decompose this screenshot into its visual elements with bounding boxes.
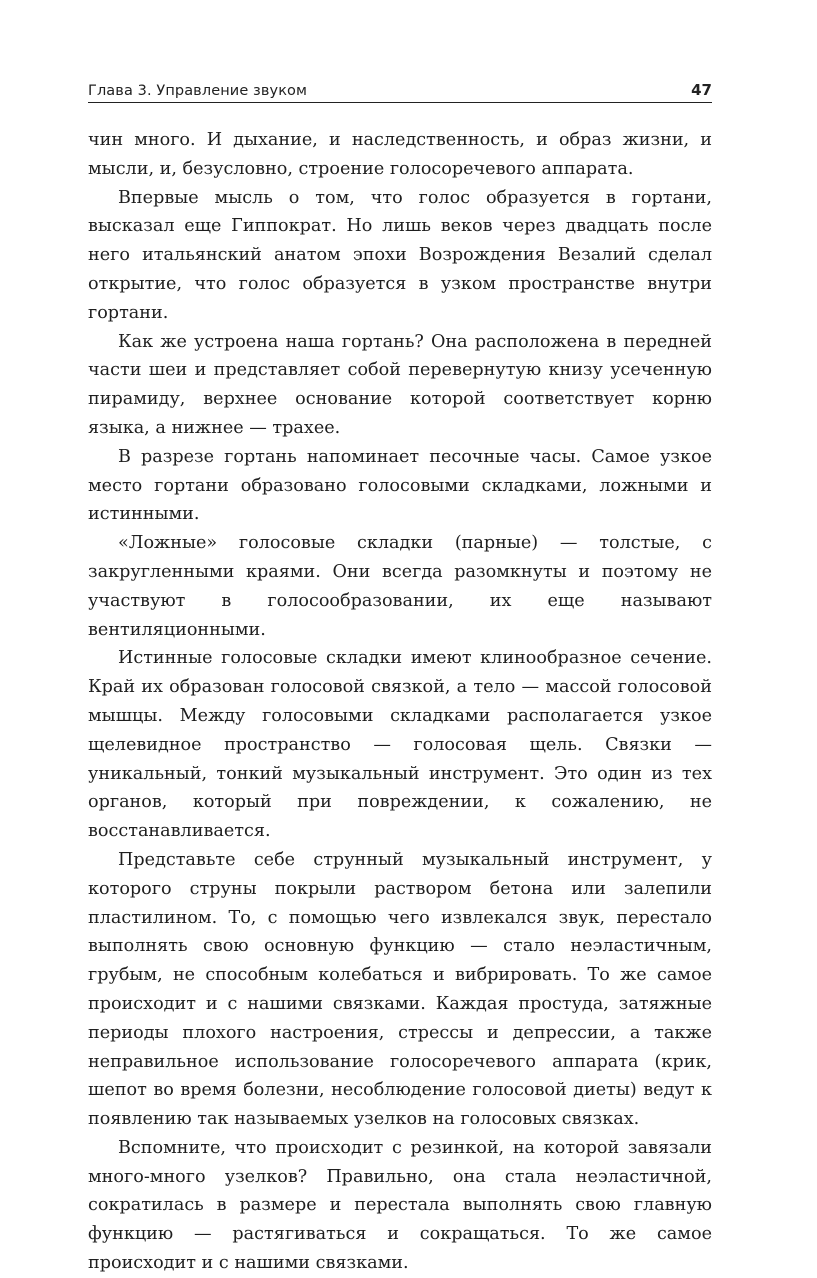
paragraph: Представьте себе струнный музыкальный инструмент, у которого струны покрыли раствором бетона или залепили пластилином. То, с помощью чего извлекался звук, перестало выполнять свою основную функцию — стало неэластичным, грубым, не способным колебаться и вибрировать. То же самое происходит и с нашими связками. Каждая простуда, затяжные периоды плохого настроения, стрессы и депрессии, а также неправильное использование голосоречевого аппарата (крик, шепот во время болезни, несоблюдение голосовой диеты) ведут к появлению так называемых узелков на голосовых связках.: [88, 849, 712, 1130]
body-text: [88, 126, 712, 1278]
paragraph: Истинные голосовые складки имеют клинообразное сечение. Край их образован голосовой связкой, а тело — массой голосовой мышцы. Между голосовыми складками располагается узкое щелевидное пространство — голосовая щель. Связки — уникальный, тонкий музыкальный инструмент. Это один из тех органов, который при повреждении, к сожалению, не восстанавливается.: [88, 648, 712, 842]
paragraph: Вспомните, что происходит с резинкой, на которой завязали много-много узелков? Правильно, она стала неэластичной, сократилась в размере и перестала выполнять свою главную функцию — растягиваться и сокращаться. То же самое происходит и с нашими связками.: [88, 1137, 712, 1274]
paragraph: чин много. И дыхание, и наследственность, и образ жизни, и мысли, и, безусловно, строение голосоречевого аппарата.: [88, 130, 712, 179]
page-number: 47: [691, 81, 712, 99]
paragraph: Впервые мысль о том, что голос образуется в гортани, высказал еще Гиппократ. Но лишь веков через двадцать после него итальянский анатом эпохи Возрождения Везалий сделал открытие, что голос образуется в узком пространстве внутри гортани.: [88, 187, 712, 323]
paragraph: Как же устроена наша гортань? Она расположена в передней части шеи и представляет собой перевернутую книзу усеченную пирамиду, верхнее основание которой соответствует корню языка, а нижнее — трахее.: [88, 331, 712, 438]
paragraph: «Ложные» голосовые складки (парные) — толстые, с закругленными краями. Они всегда разомкнуты и поэтому не участвуют в голосообразовании, их еще называют вентиляционными.: [88, 533, 712, 640]
paragraph: В разрезе гортань напоминает песочные часы. Самое узкое место гортани образовано голосовыми складками, ложными и истинными.: [88, 446, 712, 525]
running-head: [88, 76, 712, 103]
chapter-title: Глава 3. Управление звуком: [88, 83, 308, 99]
